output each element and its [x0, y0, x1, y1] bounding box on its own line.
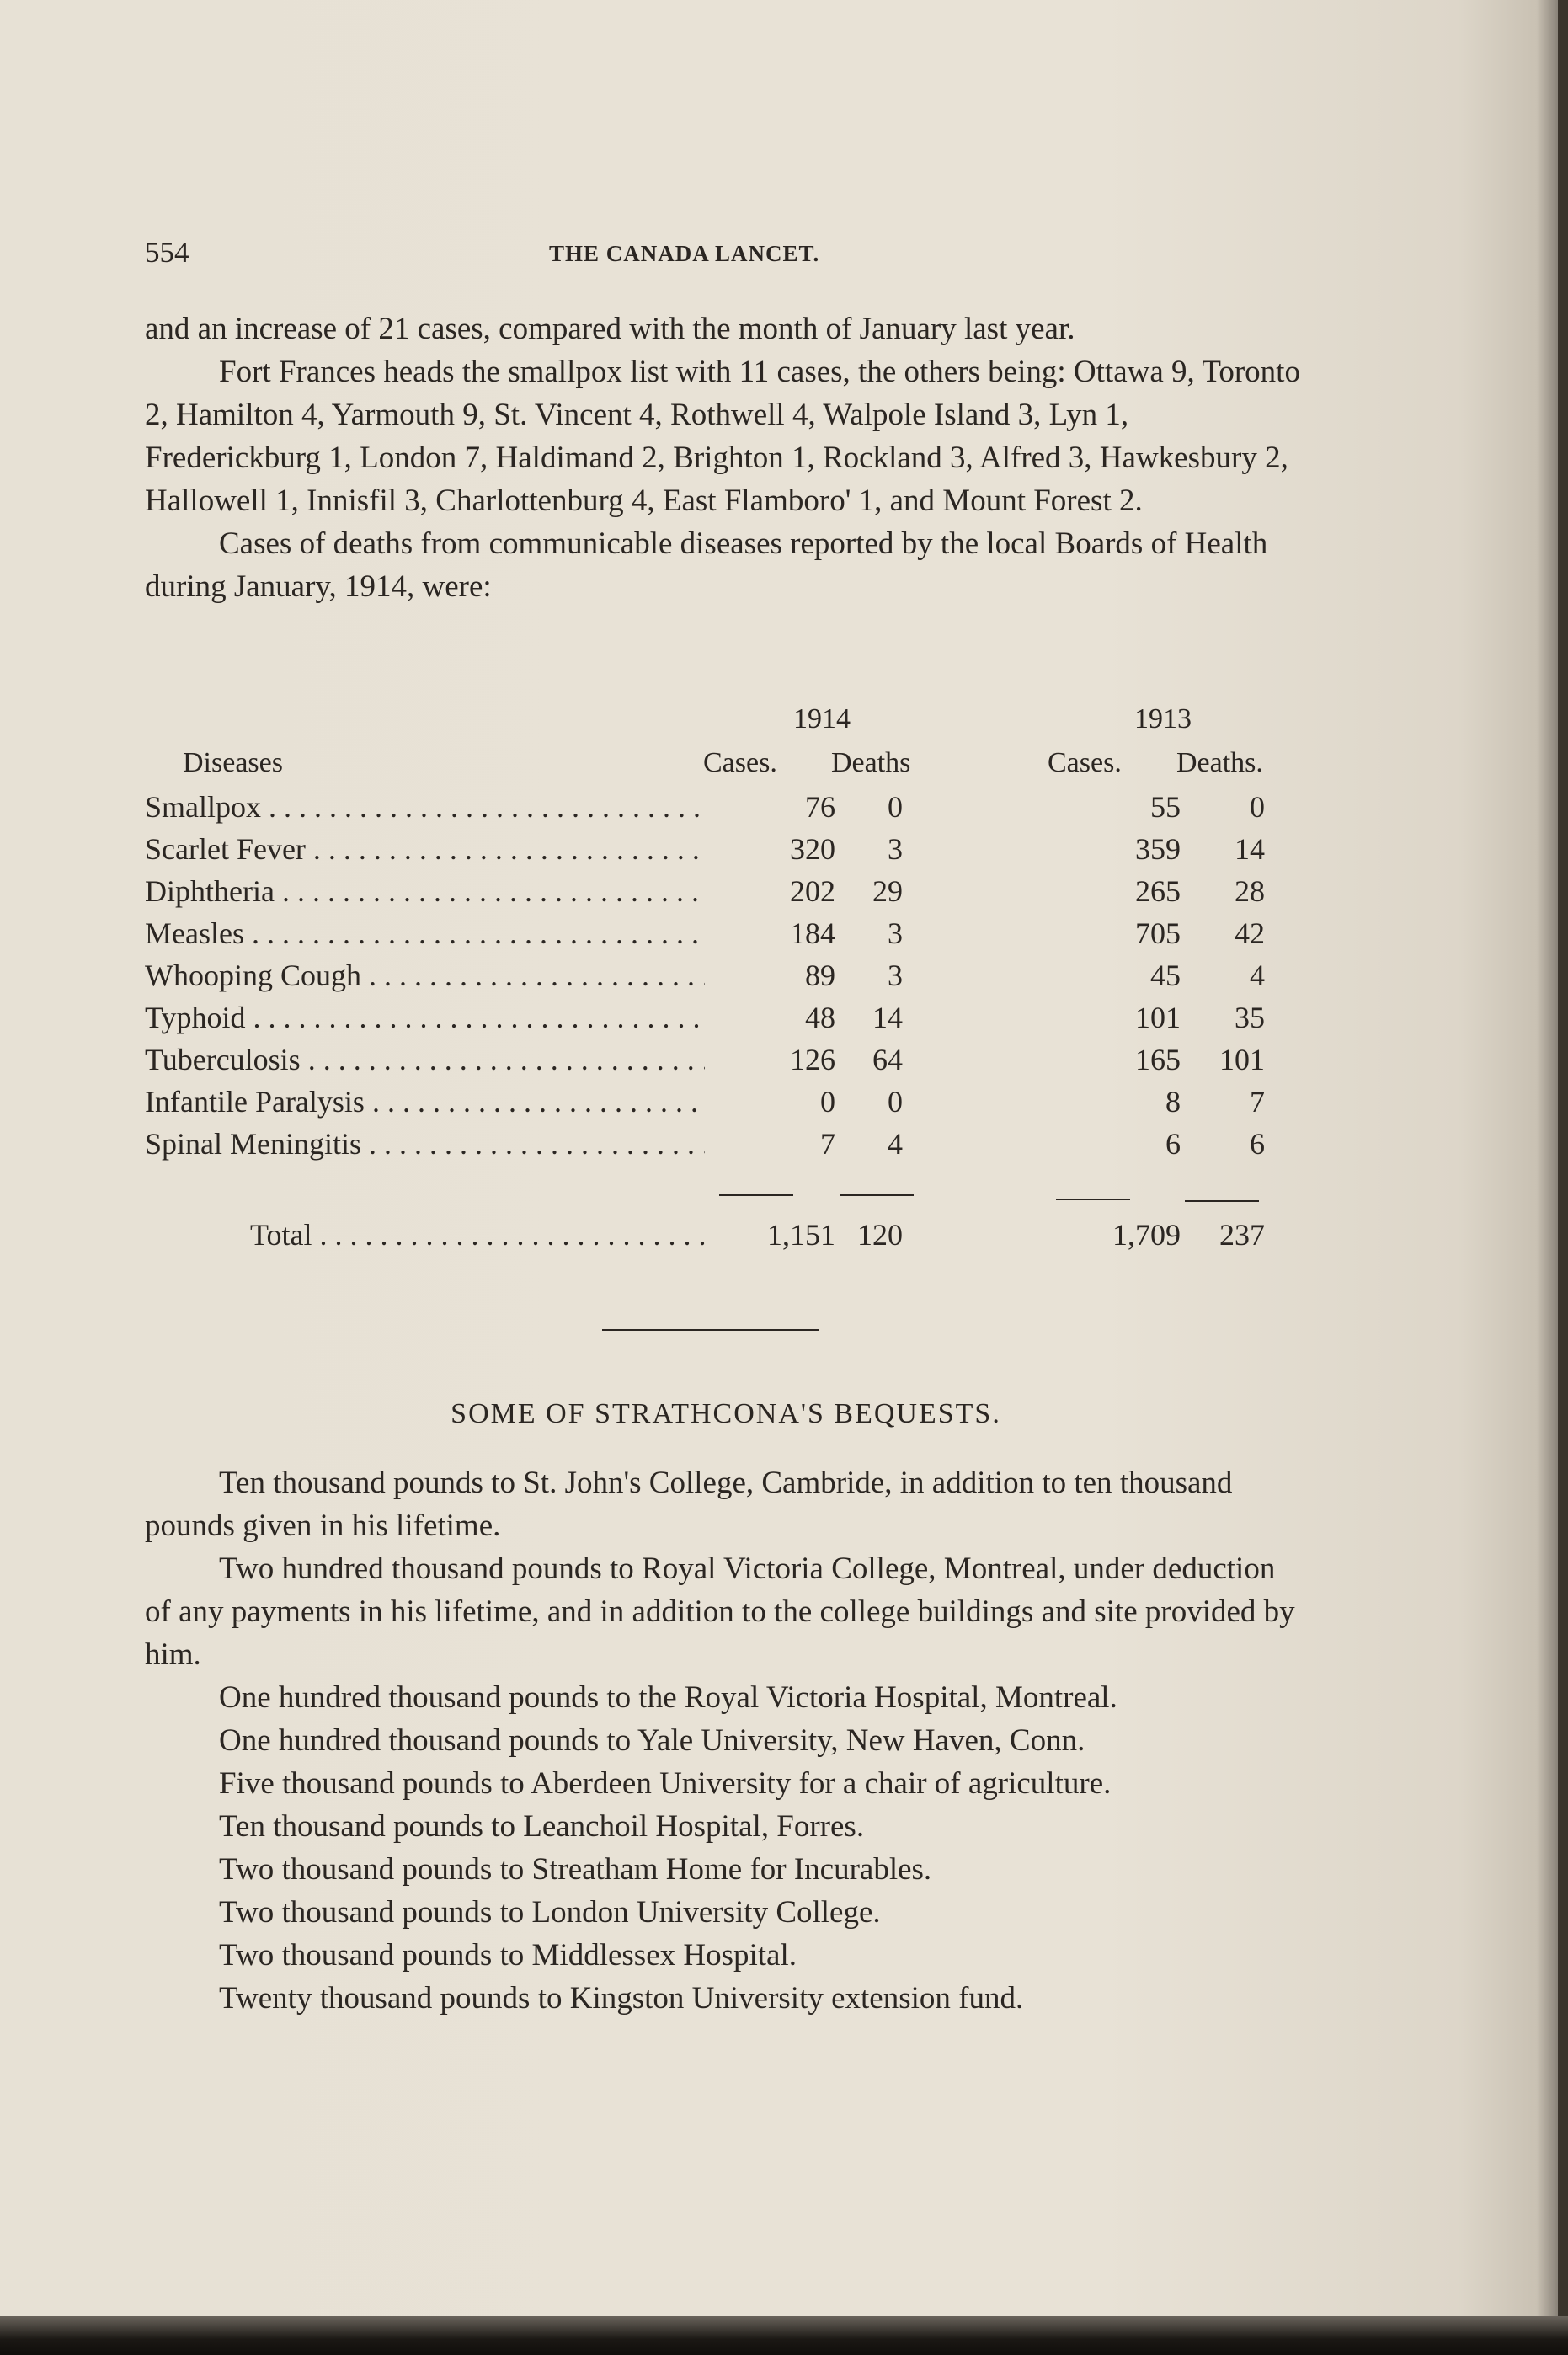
- cases-1914: 202: [790, 874, 835, 908]
- table-row: [145, 1000, 1307, 1042]
- total-deaths-1914: 120: [857, 1218, 903, 1252]
- deaths-1913: 7: [1250, 1085, 1265, 1119]
- cases-1913: 265: [1135, 874, 1181, 908]
- cases-1914: 48: [805, 1001, 835, 1034]
- intro-paragraph-2: Fort Frances heads the smallpox list with 11 cases, the others being: Ottawa 9, Toronto 2, Hamilton 4, Yarmouth 9, St. Vincent 4, Rothwell 4, Walpole Island 3, Lyn 1, Frederickburg 1, London 7, Haldimand 2, Brighton 1, Rockland 3, Alfred 3, Hawkesbury 2, Hallowell 1, Innisfil 3, Charlottenburg 4, East Flamboro' 1, and Mount Forest 2.: [145, 355, 1300, 518]
- cases-1914: 0: [820, 1085, 835, 1119]
- deaths-1913: 6: [1250, 1127, 1265, 1161]
- total-cases-1914: 1,151: [767, 1218, 835, 1252]
- cases-1913: 359: [1135, 832, 1181, 866]
- deaths-1914: 3: [888, 832, 903, 866]
- table-row: [145, 1084, 1307, 1126]
- table-row: [145, 873, 1307, 916]
- cases-1913: 705: [1135, 916, 1181, 950]
- disease-name: Typhoid . . .: [145, 1000, 705, 1035]
- sum-rule: [719, 1194, 793, 1196]
- intro-paragraph-3: Cases of deaths from communicable diseases reported by the local Boards of Health during January, 1914, were:: [145, 526, 1268, 604]
- bequest-paragraph: One hundred thousand pounds to Yale University, New Haven, Conn.: [219, 1723, 1085, 1758]
- deaths-1913: 28: [1235, 874, 1265, 908]
- total-row: [145, 1217, 1307, 1259]
- disease-name: Measles . . .: [145, 916, 705, 951]
- col-header-diseases: Diseases: [183, 747, 283, 778]
- cases-1914: 76: [805, 790, 835, 824]
- cases-1913: 8: [1165, 1085, 1181, 1119]
- page-bottom-edge: [0, 2316, 1568, 2355]
- bequest-paragraph: Twenty thousand pounds to Kingston University extension fund.: [219, 1981, 1024, 2016]
- cases-1914: 7: [820, 1127, 835, 1161]
- disease-name: Spinal Meningitis . . .: [145, 1126, 705, 1161]
- cases-1913: 45: [1150, 959, 1181, 992]
- bequest-paragraph: Two hundred thousand pounds to Royal Victoria College, Montreal, under deduction of any payments in his lifetime, and in addition to the college buildings and site provided by him.: [145, 1551, 1295, 1672]
- intro-text: [145, 307, 1307, 608]
- year-1914-heading: 1914: [793, 703, 851, 734]
- deaths-1913: 35: [1235, 1001, 1265, 1034]
- deaths-1914: 0: [888, 790, 903, 824]
- sum-rule: [1056, 1199, 1130, 1200]
- section-divider: [602, 1329, 819, 1331]
- deaths-1913: 0: [1250, 790, 1265, 824]
- col-header-cases-1913: Cases.: [1048, 747, 1122, 778]
- table-row: [145, 916, 1307, 958]
- bequest-paragraph: Two thousand pounds to Streatham Home for Incurables.: [219, 1852, 932, 1887]
- total-cases-1913: 1,709: [1112, 1218, 1181, 1252]
- book-spine-shadow: [1558, 0, 1568, 2355]
- table-row: [145, 1042, 1307, 1084]
- deaths-1914: 29: [872, 874, 903, 908]
- bequest-paragraph: Ten thousand pounds to Leanchoil Hospital, Forres.: [219, 1809, 865, 1844]
- deaths-1914: 4: [888, 1127, 903, 1161]
- disease-name: Tuberculosis . . .: [145, 1042, 705, 1077]
- deaths-1913: 101: [1219, 1043, 1265, 1076]
- col-header-cases-1914: Cases.: [703, 747, 777, 778]
- cases-1913: 165: [1135, 1043, 1181, 1076]
- bequest-paragraph: Ten thousand pounds to St. John's College, Cambride, in addition to ten thousand pounds given in his lifetime.: [145, 1466, 1233, 1543]
- page-number: 554: [145, 236, 189, 269]
- cases-1914: 320: [790, 832, 835, 866]
- col-header-deaths-1913: Deaths.: [1176, 747, 1263, 778]
- col-header-deaths-1914: Deaths: [831, 747, 911, 778]
- deaths-1913: 42: [1235, 916, 1265, 950]
- deaths-1914: 64: [872, 1043, 903, 1076]
- cases-1914: 89: [805, 959, 835, 992]
- disease-name: Infantile Paralysis . . .: [145, 1084, 705, 1119]
- year-1913-heading: 1913: [1134, 703, 1192, 734]
- total-deaths-1913: 237: [1219, 1218, 1265, 1252]
- disease-name: Smallpox . . .: [145, 789, 705, 825]
- total-label: Total . . .: [250, 1217, 705, 1252]
- table-row: [145, 789, 1307, 831]
- intro-paragraph-1: and an increase of 21 cases, compared with the month of January last year.: [145, 312, 1075, 346]
- deaths-1914: 3: [888, 916, 903, 950]
- disease-name: Whooping Cough . . .: [145, 958, 705, 993]
- deaths-1913: 4: [1250, 959, 1265, 992]
- deaths-1914: 14: [872, 1001, 903, 1034]
- bequest-paragraph: Five thousand pounds to Aberdeen University for a chair of agriculture.: [219, 1766, 1112, 1801]
- table-row: [145, 831, 1307, 873]
- cases-1914: 126: [790, 1043, 835, 1076]
- bequest-paragraph: Two thousand pounds to Middlessex Hospital.: [219, 1938, 797, 1973]
- running-head: [145, 236, 1307, 278]
- table-row: [145, 1126, 1307, 1168]
- section-title: SOME OF STRATHCONA'S BEQUESTS.: [451, 1398, 1001, 1429]
- cases-1913: 55: [1150, 790, 1181, 824]
- bequest-paragraph: One hundred thousand pounds to the Royal Victoria Hospital, Montreal.: [219, 1680, 1117, 1715]
- disease-name: Scarlet Fever . . .: [145, 831, 705, 867]
- journal-title: THE CANADA LANCET.: [549, 241, 820, 266]
- cases-1913: 101: [1135, 1001, 1181, 1034]
- deaths-1914: 3: [888, 959, 903, 992]
- cases-1913: 6: [1165, 1127, 1181, 1161]
- deaths-1913: 14: [1235, 832, 1265, 866]
- bequests-list: [145, 1461, 1307, 2020]
- disease-name: Diphtheria . . .: [145, 873, 705, 909]
- sum-rule: [840, 1194, 914, 1196]
- cases-1914: 184: [790, 916, 835, 950]
- table-row: [145, 958, 1307, 1000]
- sum-rule: [1185, 1200, 1259, 1202]
- bequest-paragraph: Two thousand pounds to London University College.: [219, 1895, 881, 1930]
- deaths-1914: 0: [888, 1085, 903, 1119]
